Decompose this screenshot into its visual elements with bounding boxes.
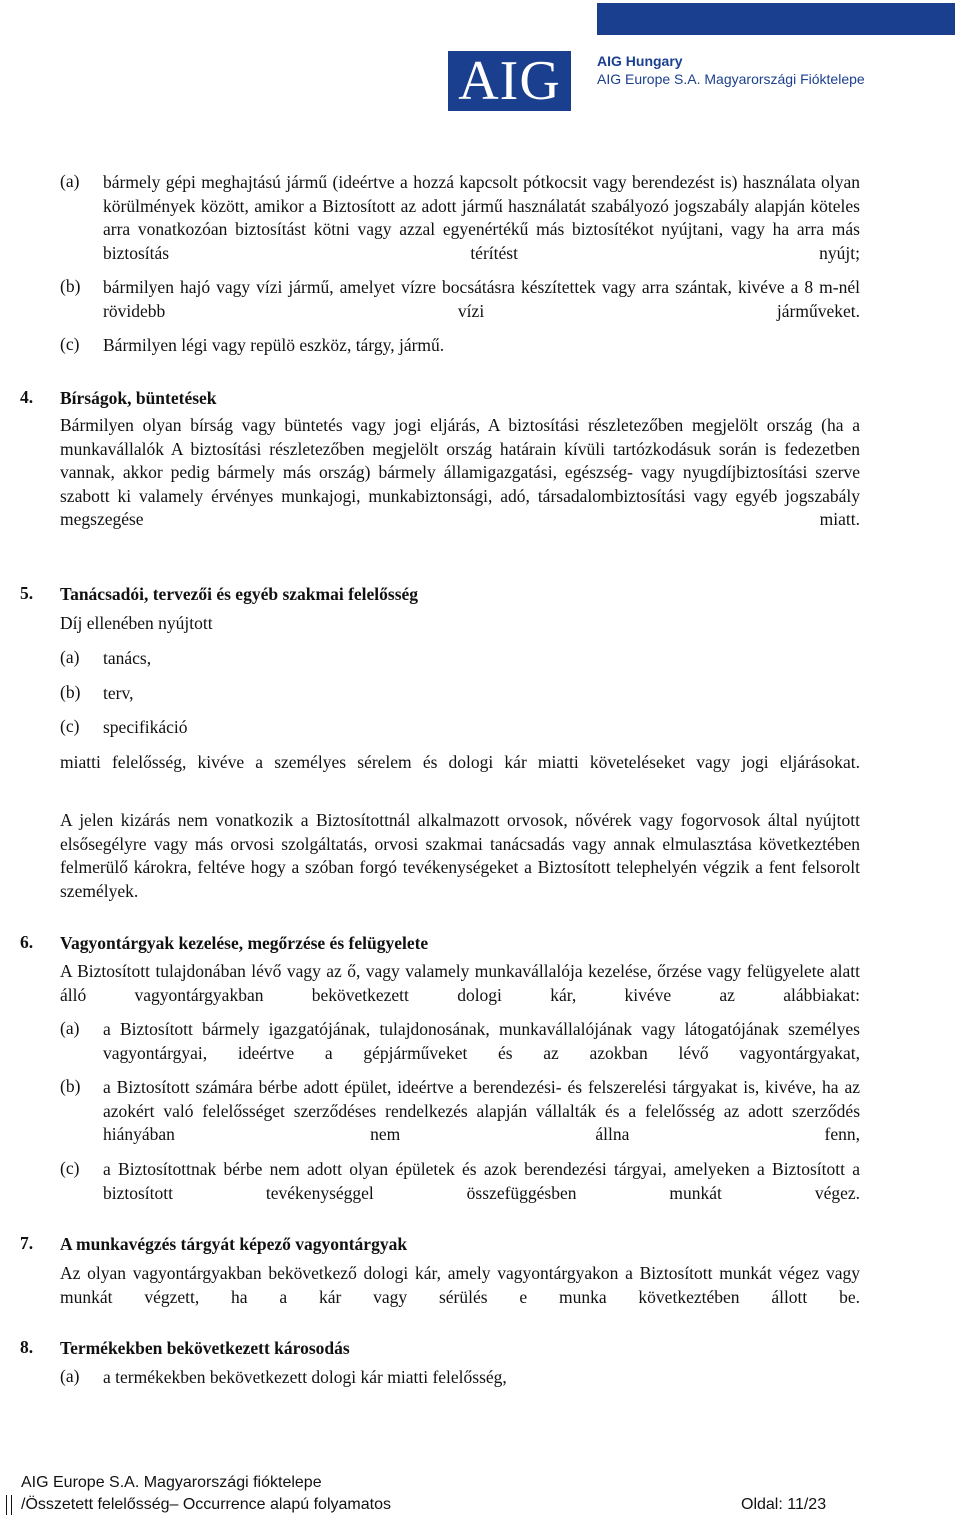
list-item-text: tanács, bbox=[103, 648, 152, 668]
list-item-text: a Biztosított bármely igazgatójának, tulajdonosának, munkavállalójának vagy látogatójának személyes vagyontárgyai, ideértve a gépjárműveket és az azokban lévő vagyontárgyakat, bbox=[103, 1019, 860, 1063]
section-title: Tanácsadói, tervezői és egyéb szakmai felelősség bbox=[60, 584, 419, 604]
section-number: 6. bbox=[20, 932, 34, 952]
company-branch: AIG Europe S.A. Magyarországi Fióktelepe bbox=[597, 71, 865, 87]
section-paragraph: A jelen kizárás nem vonatkozik a Biztosítottnál alkalmazott orvosok, nővérek vagy fogorvosok által nyújtott elsősegélyre vagy más orvosi szolgáltatás, orvosi szakmai tanácsadás vagy annak elmulasztása következtében felmerülő károkra, feltéve hogy a szóban forgó tevékenységeket a Biztosított telephelyén végzik a fent felsorolt személyek. bbox=[60, 810, 860, 901]
footer-company: AIG Europe S.A. Magyarországi fióktelepe bbox=[21, 1474, 322, 1491]
section-title: Bírságok, büntetések bbox=[60, 388, 217, 408]
list-item-text: bármilyen hajó vagy vízi jármű, amelyet vízre bocsátásra készítettek vagy arra szántak, kivéve a 8 m-nél rövidebb vízi járműveket. bbox=[103, 277, 860, 321]
header-color-bar bbox=[597, 3, 955, 35]
page-number: Oldal: 11/23 bbox=[741, 1496, 827, 1513]
list-label: (a) bbox=[60, 647, 80, 667]
list-label: (b) bbox=[60, 1076, 81, 1096]
list-item-text: a termékekben bekövetkezett dologi kár miatti felelősség, bbox=[103, 1367, 507, 1387]
section-number: 5. bbox=[20, 583, 34, 603]
list-label: (b) bbox=[60, 682, 81, 702]
list-item-text: bármely gépi meghajtású jármű (ideértve a hozzá kapcsolt pótkocsit vagy berendezést is) használata olyan körülmények között, amikor a Biztosított az adott jármű használatát szabályozó jogszabály alapján köteles arra vonatkozóan biztosítást kötni vagy azzal egyenértékű más biztosítékot nyújtani, vagy ha arra más biztosítás térítést nyújt; bbox=[103, 172, 860, 263]
section-title: Termékekben bekövetkezett károsodás bbox=[60, 1338, 350, 1358]
section-number: 4. bbox=[20, 387, 34, 407]
footer-rule bbox=[6, 1495, 7, 1515]
section-title: Vagyontárgyak kezelése, megőrzése és felügyelete bbox=[60, 933, 429, 953]
list-label: (c) bbox=[60, 1158, 80, 1178]
footer-document-title: /Összetett felelősség– Occurrence alapú folyamatos bbox=[21, 1496, 391, 1513]
section-intro: A Biztosított tulajdonában lévő vagy az ő, vagy valamely munkavállalója kezelése, őrzése vagy felügyelete alatt álló vagyontárgyakban bekövetkezett dologi kár, kivéve az alábbiakat: bbox=[60, 961, 860, 1005]
list-label: (c) bbox=[60, 716, 80, 736]
list-item-text: a Biztosítottnak bérbe nem adott olyan épületek és azok berendezési tárgyai, amelyeken a Biztosított a biztosított tevékenységgel összefüggésben munkát végez. bbox=[103, 1159, 860, 1203]
section-number: 7. bbox=[20, 1233, 34, 1253]
list-item-text: terv, bbox=[103, 683, 134, 703]
company-name: AIG Hungary bbox=[597, 53, 683, 69]
list-label: (c) bbox=[60, 334, 80, 354]
section-body: Bármilyen olyan bírság vagy büntetés vagy jogi eljárás, A biztosítási részletezőben megjelölt ország (ha a munkavállalók A biztosítási részletezőben megjelölt ország határain kívüli tartózkodásuk során is fedezetben vannak, akkor pedig bármely más ország) bármely államigazgatási, egészség- vagy nyugdíjbiztosítási szerve szabott ki valamely érvényes munkajogi, munkabiztonsági, adó, társadalombiztosítási vagy egyéb jogszabály megszegése miatt. bbox=[60, 415, 860, 529]
list-label: (a) bbox=[60, 171, 80, 191]
aig-logo: AIG bbox=[448, 51, 571, 111]
list-item-text: Bármilyen légi vagy repülö eszköz, tárgy, jármű. bbox=[103, 335, 445, 355]
section-intro: Díj ellenében nyújtott bbox=[60, 613, 213, 633]
section-number: 8. bbox=[20, 1337, 34, 1357]
section-text: miatti felelősség, kivéve a személyes sérelem és dologi kár miatti követeléseket vagy jogi eljárásokat. bbox=[60, 752, 860, 772]
list-label: (a) bbox=[60, 1366, 80, 1386]
section-title: A munkavégzés tárgyát képező vagyontárgyak bbox=[60, 1234, 408, 1254]
list-item-text: specifikáció bbox=[103, 717, 188, 737]
list-item-text: a Biztosított számára bérbe adott épület, ideértve a berendezési- és felszerelési tárgyakat is, kivéve, ha az azokért való felelősséget szerződéses rendelkezés alapján vállalták és a felelősség az adott szerződés hiányában nem állna fenn, bbox=[103, 1077, 860, 1144]
section-body: Az olyan vagyontárgyakban bekövetkező dologi kár, amely vagyontárgyakon a Biztosított munkát végez vagy munkát végzett, ha a kár vagy sérülés e munka következtében állott be. bbox=[60, 1263, 860, 1307]
list-label: (a) bbox=[60, 1018, 80, 1038]
list-label: (b) bbox=[60, 276, 81, 296]
footer-rule bbox=[11, 1495, 12, 1515]
